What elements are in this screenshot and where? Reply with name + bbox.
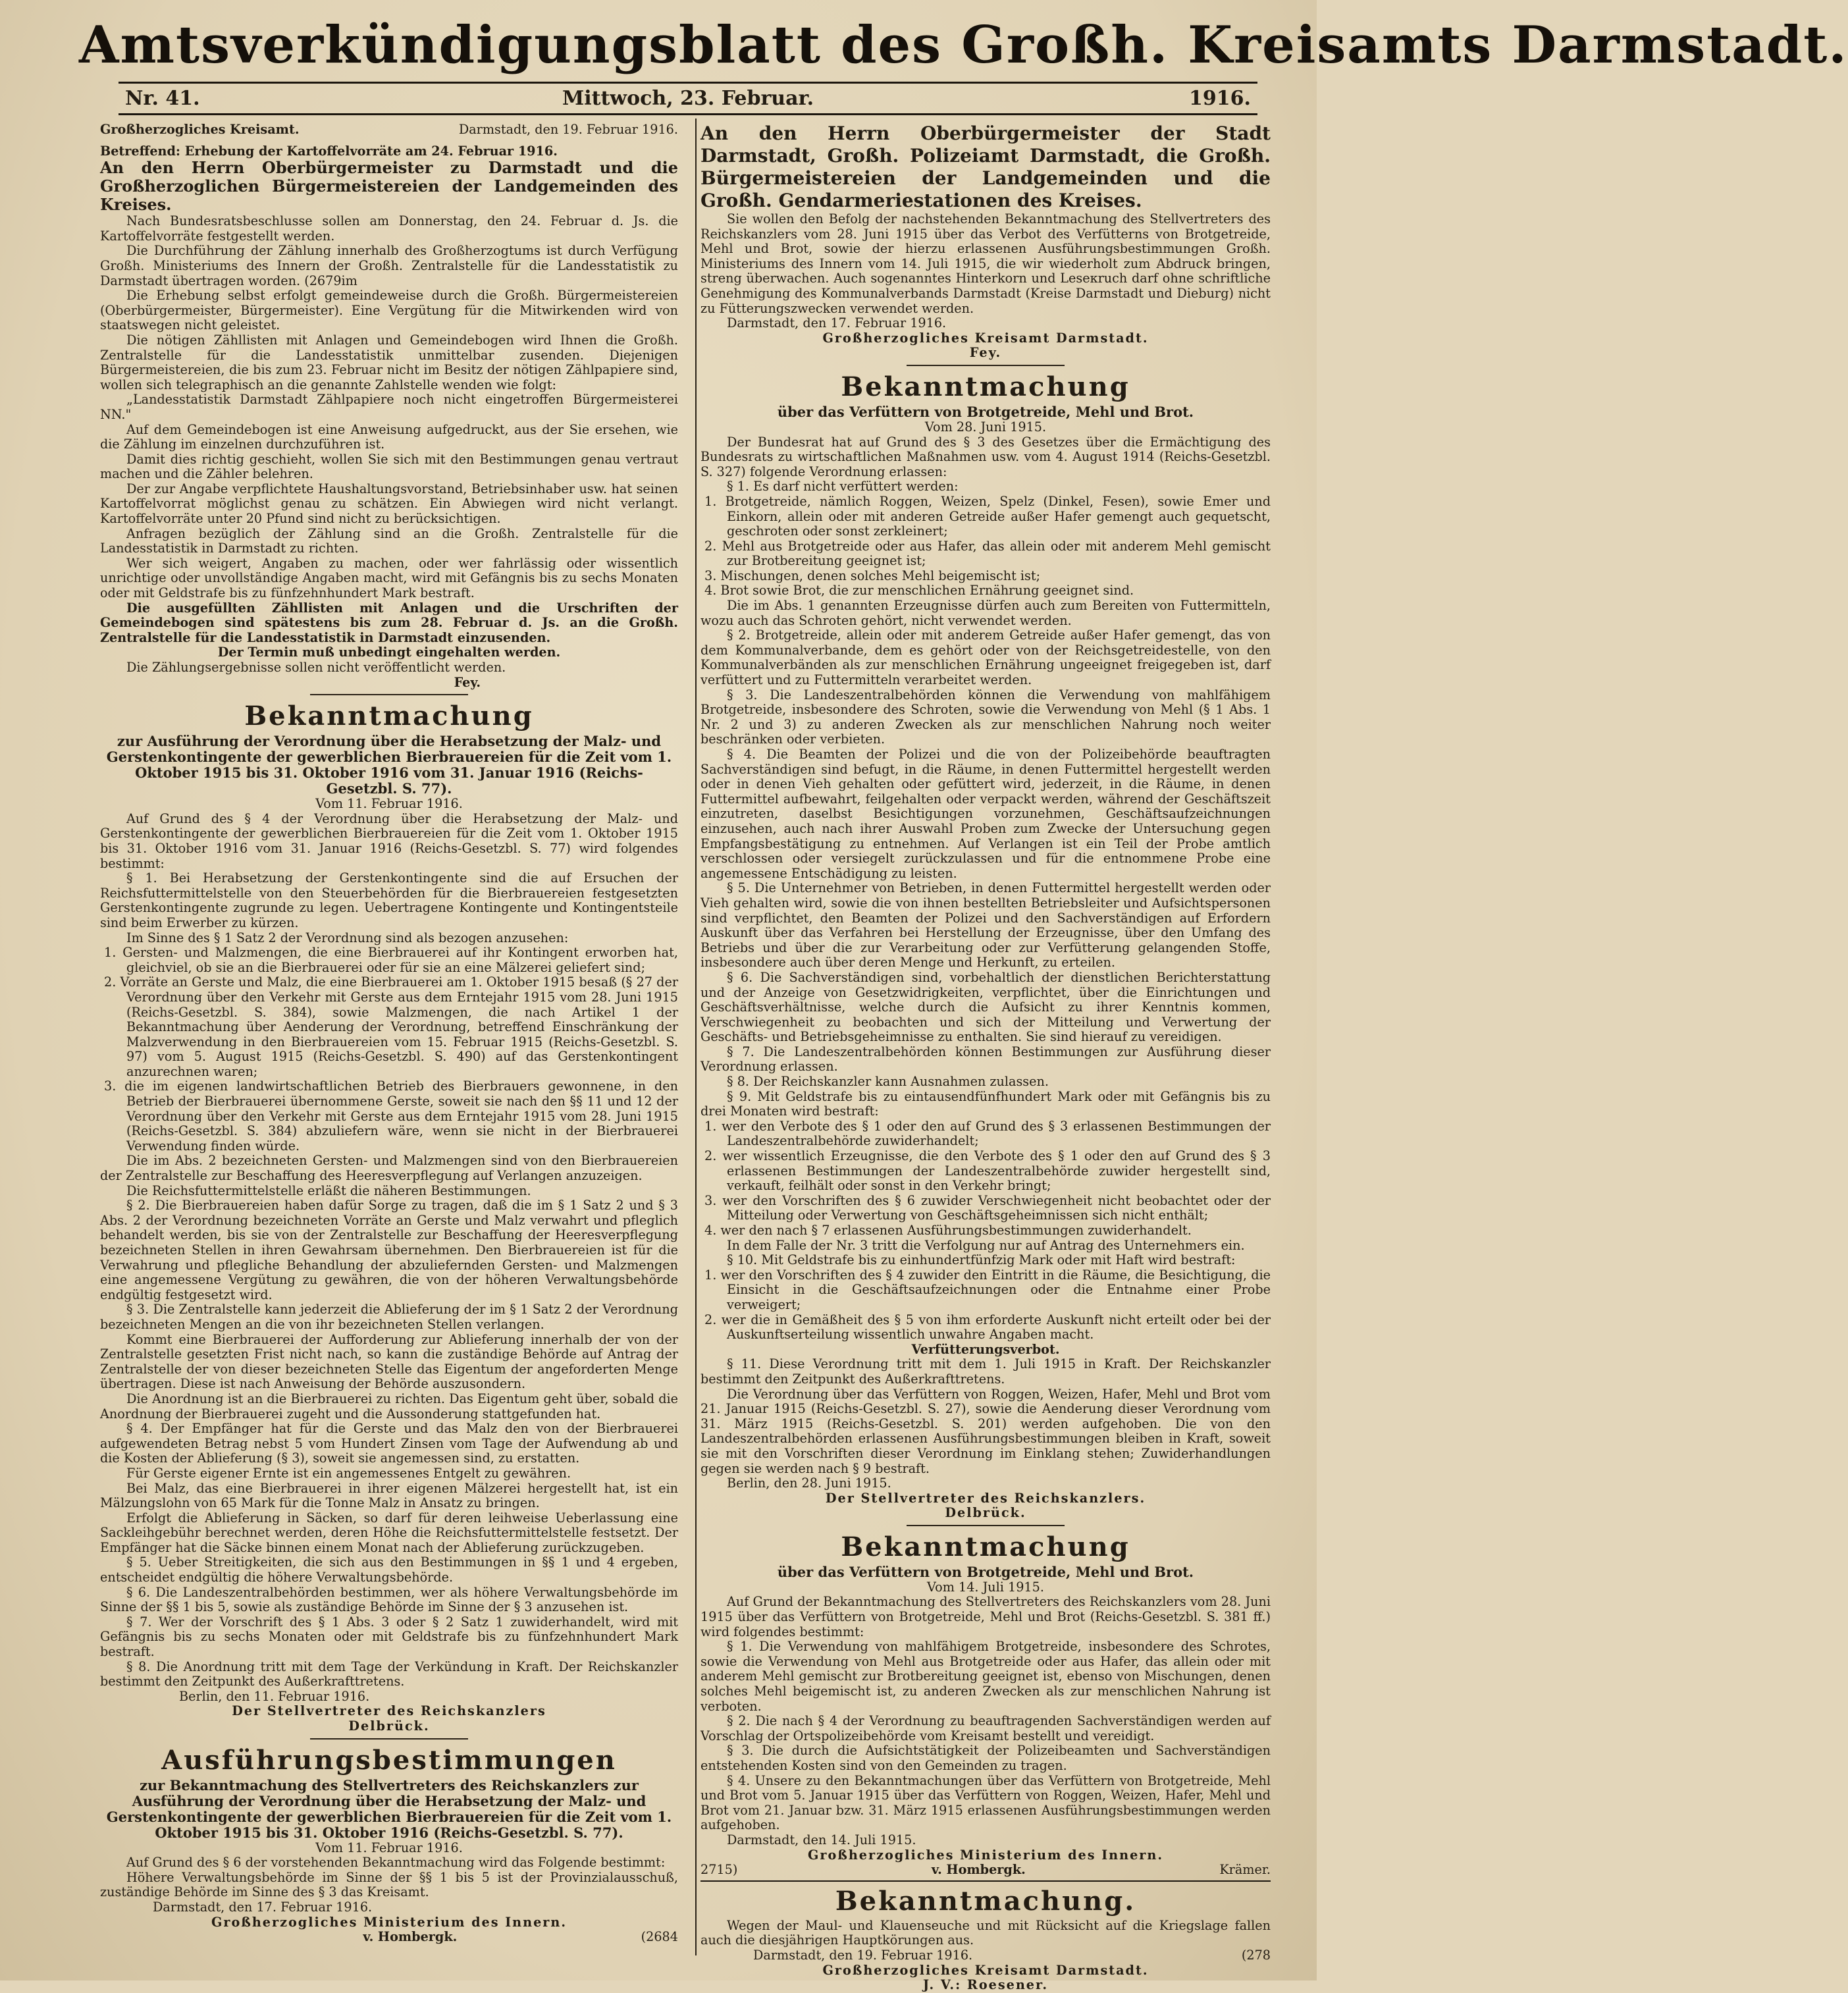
- paragraph: Die Verordnung über das Verfüttern von Roggen, Weizen, Hafer, Mehl und Brot vom 21. Januar 1915 (Reichs-Gesetzbl. S. 27), sowie die Aenderung dieser Verordnung vom 31. März 1915 (Reichs-Gesetzbl. S. 201) werden aufgehoben. Die von den Landeszentralbehörden erlassenen Ausführungsbestimmungen bleiben in Kraft, soweit sie mit den Vorschriften dieser Verordnung im Einklang stehen; Zuwiderhandlungen gegen sie werden nach § 9 bestraft.: [700, 1386, 1271, 1476]
- paragraph: Sie wollen den Befolg der nachstehenden Bekanntmachung des Stellvertreters des Reichskanzlers vom 28. Juni 1915 über das Verbot des Verfütterns von Brotgetreide, Mehl und Brot, sowie der hierzu erlassenen Ausführungsbestimmungen Großh. Ministeriums des Innern vom 14. Juli 1915, die wir wiederholt zum Abdruck bringen, streng überwachen. Auch sogenanntes Hinterkorn und Leseкruch darf ohne schriftliche Genehmigung des Kommunalverbands Darmstadt (Kreise Darmstadt und Dieburg) nicht zu Fütterungszwecken verwendet werden.: [700, 211, 1271, 316]
- paragraph: § 3. Die Zentralstelle kann jederzeit die Ablieferung der im § 1 Satz 2 der Verordnung bezeichneten Mengen an die von ihr bezeichneten Stellen verlangen.: [100, 1302, 678, 1332]
- authority-row: [100, 122, 678, 138]
- paragraph: § 2. Brotgetreide, allein oder mit anderem Getreide außer Hafer gemengt, das von dem Kommunalverbande, dem es gehört oder von der Reichsgetreidestelle, von den Kommunalverbänden als zur menschlichen Ernährung ungeeignet freigegeben ist, darf verfüttert und zu Futtermitteln verarbeitet werden.: [700, 627, 1271, 688]
- signature: v. Hombergk.: [931, 1862, 1026, 1878]
- paragraph: Auf Grund des § 6 der vorstehenden Bekanntmachung wird das Folgende bestimmt:: [126, 1855, 666, 1871]
- signature: Delbrück.: [945, 1505, 1026, 1521]
- list-item: 2. Vorräte an Gerste und Malz, die eine Bierbrauerei am 1. Oktober 1915 besaß (§ 27 der Verordnung über den Verkehr mit Gerste aus dem Erntejahr 1915 vom 28. Juni 1915 (Reichs-Gesetzbl. S. 384), sowie Malzmengen, die nach Artikel 1 der Bekanntmachung über Aenderung der Verordnung, betreffend Einschränkung der Malzverwendung in den Bierbrauereien vom 15. Februar 1915 (Reichs-Gesetzbl. S. 97) vom 5. August 1915 (Reichs-Gesetzbl. S. 490) auf das Gerstenkontingent anzurechnen waren;: [104, 974, 678, 1079]
- paragraph: § 7. Wer der Vorschrift des § 1 Abs. 3 oder § 2 Satz 1 zuwiderhandelt, wird mit Gefängnis bis zu sechs Monaten oder mit Geldstrafe bis zu fünfzehnhundert Mark bestraft.: [100, 1614, 678, 1660]
- signature: Der Stellvertreter des Reichskanzlers.: [825, 1490, 1146, 1506]
- order-number: 2715): [700, 1862, 738, 1878]
- paragraph: Die im Abs. 1 genannten Erzeugnisse dürfen auch zum Bereiten von Futtermitteln, wozu auch das Schroten gehört, nicht verwendet werden.: [700, 598, 1271, 628]
- issue-number: Nr. 41.: [125, 87, 200, 110]
- paragraph: Auf dem Gemeindebogen ist eine Anweisung aufgedruckt, aus der Sie ersehen, wie die Zählung im einzelnen durchzuführen ist.: [100, 421, 678, 452]
- place-date: Berlin, den 28. Juni 1915.: [727, 1475, 891, 1491]
- paragraph: § 4. Unsere zu den Bekanntmachungen über das Verfüttern von Brotgetreide, Mehl und Brot vom 5. Januar 1915 über das Verfüttern von Roggen, Weizen, Hafer, Mehl und Brot vom 21. Januar bzw. 31. März 1915 erlassenen Ausführungsbestimmungen werden aufgehoben.: [700, 1772, 1271, 1833]
- signature: Großherzogliches Kreisamt Darmstadt.: [822, 1962, 1149, 1978]
- signature: Großherzogliches Kreisamt Darmstadt.: [822, 330, 1149, 346]
- paragraph: Höhere Verwaltungsbehörde im Sinne der §§ 1 bis 5 ist der Provinzialausschuß, zuständige Behörde im Sinne des § 3 das Kreisamt.: [100, 1869, 678, 1900]
- paragraph: Die Reichsfuttermittelstelle erläßt die näheren Bestimmungen.: [126, 1183, 531, 1198]
- paragraph: § 8. Die Anordnung tritt mit dem Tage der Verkündung in Kraft. Der Reichskanzler bestimmt den Zeitpunkt des Außerkrafttretens.: [100, 1659, 678, 1689]
- paragraph: In dem Falle der Nr. 3 tritt die Verfolgung nur auf Antrag des Unternehmers ein.: [727, 1237, 1245, 1253]
- paragraph: Die nötigen Zähllisten mit Anlagen und Gemeindebogen wird Ihnen die Großh. Zentralstelle für die Landesstatistik unmittelbar zusenden. Diejenigen Bürgermeistereien, die bis zum 23. Februar nicht im Besitz der nötigen Zählpapiere sind, wollen sich telegraphisch an die genannte Zahlstelle wenden wie folgt:: [100, 332, 678, 392]
- signature-row: [100, 1930, 678, 1945]
- paragraph: Die Zählungsergebnisse sollen nicht veröffentlicht werden.: [126, 660, 506, 675]
- list-item: 1. wer den Verbote des § 1 oder den auf Grund des § 3 erlassenen Bestimmungen der Landeszentralbehörde zuwiderhandelt;: [704, 1118, 1271, 1149]
- paragraph: § 2. Die nach § 4 der Verordnung zu beauftragenden Sachverständigen werden auf Vorschlag der Ortspolizeibehörde vom Kreisamt bestellt und vereidigt.: [700, 1713, 1271, 1743]
- place-date: Berlin, den 11. Februar 1916.: [179, 1688, 370, 1704]
- paragraph: Der Termin muß unbedingt eingehalten werden.: [217, 645, 561, 660]
- divider: [310, 694, 468, 695]
- order-number: (278: [1241, 1947, 1271, 1963]
- place-row: [700, 1948, 1271, 1963]
- paragraph: Wer sich weigert, Angaben zu machen, oder wer fahrlässig oder wissentlich unrichtige oder unvollständige Angaben macht, wird mit Gefängnis bis zu sechs Monaten oder mit Geldstrafe bis zu fünfzehnhundert Mark bestraft.: [100, 555, 678, 601]
- paragraph: § 6. Die Sachverständigen sind, vorbehaltlich der dienstlichen Berichterstattung und der Anzeige von Gesetzwidrigkeiten, verpflichtet, über die Einrichtungen und Geschäftsverhältnisse, welche durch die Aufsicht zu ihrer Kenntnis kommen, Verschwiegenheit zu beobachten und sich der Mitteilung und Verwertung der Geschäfts- und Betriebsgeheimnisse zu enthalten. Sie sind hierauf zu vereidigen.: [700, 969, 1271, 1045]
- signature: v. Hombergk.: [363, 1929, 458, 1945]
- dateline: [119, 86, 1257, 112]
- list-item: 2. wer die in Gemäßheit des § 5 von ihm erforderte Auskunft nicht erteilt oder bei der Auskunftserteilung wissentlich unwahre Angaben macht.: [704, 1312, 1271, 1342]
- announcement-title: Bekanntmachung: [244, 701, 534, 732]
- paragraph: Für Gerste eigener Ernte ist ein angemessenes Entgelt zu gewähren.: [126, 1465, 571, 1481]
- address-heading: An den Herrn Oberbürgermeister zu Darmstadt und die Großherzoglichen Bürgermeistereien der Landgemeinden des Kreises.: [100, 158, 678, 215]
- list-item: 2. Mehl aus Brotgetreide oder aus Hafer, das allein oder mit anderem Mehl gemischt zur Brotbereitung geeignet ist;: [704, 538, 1271, 569]
- paragraph: § 3. Die Landeszentralbehörden können die Verwendung von mahlfähigem Brotgetreide, insbesondere des Schroten, sowie die Verwendung von Mehl (§ 1 Abs. 1 Nr. 2 und 3) zu anderen Zwecken als zur menschlichen Nahrung noch weiter beschränken oder verbieten.: [700, 687, 1271, 747]
- signature-row: [700, 1863, 1271, 1878]
- place-date: Darmstadt, den 19. Februar 1916.: [458, 122, 678, 137]
- paragraph: § 5. Ueber Streitigkeiten, die sich aus den Bestimmungen in §§ 1 und 4 ergeben, entscheidet endgültig die höhere Verwaltungsbehörde.: [100, 1555, 678, 1585]
- paragraph: Die Erhebung selbst erfolgt gemeindeweise durch die Großh. Bürgermeistereien (Oberbürgermeister, Bürgermeister). Eine Vergütung für die Mitwirkenden wird von staatswegen nicht geleistet.: [100, 288, 678, 333]
- divider: [907, 1525, 1065, 1526]
- place-date: Darmstadt, den 19. Februar 1916.: [753, 1947, 973, 1963]
- list-item: 3. Mischungen, denen solches Mehl beigemischt ist;: [704, 568, 1041, 583]
- paragraph: § 6. Die Landeszentralbehörden bestimmen, wer als höhere Verwaltungsbehörde im Sinne der §§ 1 bis 5, sowie als zuständige Behörde im Sinne der § 3 anzusehen ist.: [100, 1584, 678, 1615]
- paragraph: § 1. Die Verwendung von mahlfähigem Brotgetreide, insbesondere des Schrotes, sowie die Verwendung von Mehl aus Brotgetreide oder aus Hafer, das allein oder mit anderem Mehl gemischt zur Brotbereitung geeignet ist, ebenso von Mischungen, denen solches Mehl beigemischt ist, zu anderen Zwecken als zur menschlichen Nahrung ist verboten.: [700, 1639, 1271, 1714]
- place-date: Darmstadt, den 17. Februar 1916.: [727, 315, 947, 331]
- divider: [907, 365, 1065, 366]
- paragraph: Erfolgt die Ablieferung in Säcken, so darf für deren leihweise Ueberlassung eine Sackleihgebühr berechnet werden, deren Höhe die Reichsfuttermittelstelle festsetzt. Der Empfänger hat die Säcke binnen einem Monat nach der Ablieferung zurückzugeben.: [100, 1510, 678, 1555]
- list-item: 1. wer den Vorschriften des § 4 zuwider den Eintritt in die Räume, die Besichtigung, die Einsicht in die Geschäftsaufzeichnungen oder die Entnahme einer Probe verweigert;: [704, 1267, 1271, 1312]
- list-item: 1. Gersten- und Malzmengen, die eine Bierbrauerei auf ihr Kontingent erworben hat, gleichviel, ob sie an die Bierbrauerei oder für sie an eine Mälzerei geliefert sind;: [104, 945, 678, 975]
- announcement-subtitle: zur Bekanntmachung des Stellvertreters des Reichskanzlers zur Ausführung der Verordnung über die Herabsetzung der Malz- und Gerstenkontingente der gewerblichen Bierbrauereien für die Zeit vom 1. Oktober 1915 bis 31. Oktober 1916 (Reichs-Gesetzbl. S. 77).: [106, 1776, 672, 1841]
- subject: Betreffend: Erhebung der Kartoffelvorräte am 24. Februar 1916.: [100, 143, 558, 159]
- announcement-subtitle: zur Ausführung der Verordnung über die Herabsetzung der Malz- und Gerstenkontingente der gewerblichen Bierbrauereien für die Zeit vom 1. Oktober 1915 bis 31. Oktober 1916 vom 31. Januar 1916 (Reichs-Gesetzbl. S. 77).: [106, 733, 672, 797]
- dateline-rule: [119, 113, 1257, 115]
- paragraph: Kommt eine Bierbrauerei der Aufforderung zur Ablieferung innerhalb der von der Zentralstelle gesetzten Frist nicht nach, so kann die zuständige Behörde auf Antrag der Zentralstelle der von dieser bezeichneten Stelle das Eigentum der angeforderten Menge übertragen. Diese ist nach Anweisung der Behörde auszusondern.: [100, 1331, 678, 1392]
- issue-year: 1916.: [1189, 87, 1251, 110]
- signature: Fey.: [454, 674, 481, 690]
- list-item: 2. wer wissentlich Erzeugnisse, die den Verbote des § 1 oder den auf Grund des § 3 erlassenen Bestimmungen der Landeszentralbehörde zuwider hergestellt sind, verkauft, feilhält oder sonst in den Verkehr bringt;: [704, 1148, 1271, 1194]
- announcement-date: Vom 14. Juli 1915.: [927, 1579, 1044, 1595]
- paragraph: § 4. Die Beamten der Polizei und die von der Polizeibehörde beauftragten Sachverständigen sind befugt, in die Räume, in denen Futtermittel hergestellt werden oder in denen Vieh gehalten oder gefüttert wird, jederzeit, in die Räume, in denen Futtermittel aufbewahrt, feilgehalten oder verpackt werden, während der Geschäftszeit einzutreten, daselbst Besichtigungen vorzunehmen, Geschäftsaufzeichnungen einzusehen, auch nach ihrer Auswahl Proben zum Zwecke der Untersuchung gegen Empfangsbestätigung zu entnehmen. Auf Verlangen ist ein Teil der Probe amtlich verschlossen oder versiegelt zurückzulassen und für die entnommene Probe eine angemessene Entschädigung zu leisten.: [700, 747, 1271, 881]
- signature: Großherzogliches Ministerium des Innern.: [807, 1847, 1164, 1863]
- paragraph: Der zur Angabe verpflichtete Haushaltungsvorstand, Betriebsinhaber usw. hat seinen Kartoffelvorrat möglichst genau zu schätzen. Ein Abwiegen wird nicht verlangt. Kartoffelvorräte unter 20 Pfund sind nicht zu berücksichtigen.: [100, 481, 678, 527]
- paragraph: Nach Bundesratsbeschlusse sollen am Donnerstag, den 24. Februar d. Js. die Kartoffelvorräte festgestellt werden.: [100, 213, 678, 244]
- paragraph: Damit dies richtig geschieht, wollen Sie sich mit den Bestimmungen genau vertraut machen und die Zähler belehren.: [100, 451, 678, 482]
- announcement-date: Vom 28. Juni 1915.: [924, 419, 1047, 435]
- masthead-rule: [119, 82, 1257, 84]
- paragraph: § 3. Die durch die Aufsichtstätigkeit der Polizeibeamten und Sachverständigen entstehenden Kosten sind von den Gemeinden zu tragen.: [700, 1743, 1271, 1773]
- paragraph: Die im Abs. 2 bezeichneten Gersten- und Malzmengen sind von den Bierbrauereien der Zentralstelle zur Beschaffung des Heeresverpflegung auf Verlangen anzuzeigen.: [100, 1153, 678, 1184]
- paragraph: § 8. Der Reichskanzler kann Ausnahmen zulassen.: [727, 1074, 1049, 1090]
- announcement-title: Ausführungsbestimmungen: [161, 1744, 617, 1776]
- announcement-title: Bekanntmachung: [841, 371, 1130, 402]
- place-date: Darmstadt, den 17. Februar 1916.: [153, 1899, 373, 1915]
- paragraph: § 10. Mit Geldstrafe bis zu einhundertfünfzig Mark oder mit Haft wird bestraft:: [727, 1252, 1236, 1268]
- paragraph: § 1. Es darf nicht verfüttert werden:: [727, 479, 959, 494]
- announcement-subtitle: über das Verfüttern von Brotgetreide, Mehl und Brot.: [777, 1563, 1194, 1580]
- paragraph: Auf Grund der Bekanntmachung des Stellvertreters des Reichskanzlers vom 28. Juni 1915 über das Verfüttern von Brotgetreide, Mehl und Brot (Reichs-Gesetzbl. S. 381 ff.) wird folgendes bestimmt:: [700, 1594, 1271, 1639]
- column-separator: [695, 119, 697, 1955]
- signature: Der Stellvertreter des Reichskanzlers: [232, 1703, 546, 1719]
- paragraph: Wegen der Maul- und Klauenseuche und mit Rücksicht auf die Kriegslage fallen auch die diesjährigen Hauptkörungen aus.: [700, 1917, 1271, 1948]
- announcement-date: Vom 11. Februar 1916.: [315, 796, 463, 812]
- signature: Fey.: [969, 345, 1002, 361]
- paragraph: Der Bundesrat hat auf Grund des § 3 des Gesetzes über die Ermächtigung des Bundesrats zu wirtschaftlichen Maßnahmen usw. vom 4. August 1914 (Reichs-Gesetzbl. S. 327) folgende Verordnung erlassen:: [700, 434, 1271, 479]
- paragraph: Anfragen bezüglich der Zählung sind an die Großh. Zentralstelle für die Landesstatistik in Darmstadt zu richten.: [100, 525, 678, 556]
- paragraph: Auf Grund des § 4 der Verordnung über die Herabsetzung der Malz- und Gerstenkontingente der gewerblichen Bierbrauereien für die Zeit vom 1. Oktober 1915 bis 31. Oktober 1916 vom 31. Januar 1916 (Reichs-Gesetzbl. S. 77) wird folgendes bestimmt:: [100, 810, 678, 871]
- paragraph: § 11. Diese Verordnung tritt mit dem 1. Juli 1915 in Kraft. Der Reichskanzler bestimmt den Zeitpunkt des Außerkrafttretens.: [700, 1356, 1271, 1387]
- announcement-date: Vom 11. Februar 1916.: [315, 1840, 463, 1855]
- signature: Großherzogliches Ministerium des Innern.: [211, 1914, 568, 1930]
- paragraph: § 5. Die Unternehmer von Betrieben, in denen Futtermittel hergestellt werden oder Vieh gehalten wird, sowie die von ihnen bestellten Betriebsleiter und Aufsichtspersonen sind verpflichtet, den Beamten der Polizei und den Sachverständigen auf Erfordern Auskunft über das Verfahren bei Herstellung der Erzeugnisse, über den Umfang des Betriebs und über die zur Verarbeitung oder zur Verfütterung gelangenden Stoffe, insbesondere auch über deren Menge und Herkunft, zu erteilen.: [700, 880, 1271, 970]
- order-number: (2684: [641, 1929, 678, 1945]
- list-item: 3. die im eigenen landwirtschaftlichen Betrieb des Bierbrauers gewonnene, in den Betrieb der Bierbrauerei übernommene Gerste, soweit sie nach den §§ 11 und 12 der Verordnung über den Verkehr mit Gerste aus dem Erntejahr 1915 vom 28. Juni 1915 (Reichs-Gesetzbl. S. 384) abzuliefern wäre, wenn sie nicht in der Bierbrauerei Verwendung finden würde.: [104, 1078, 678, 1154]
- announcement-subtitle: über das Verfüttern von Brotgetreide, Mehl und Brot.: [777, 403, 1194, 420]
- paragraph: Im Sinne des § 1 Satz 2 der Verordnung sind als bezogen anzusehen:: [126, 930, 569, 945]
- list-item: 3. wer den Vorschriften des § 6 zuwider Verschwiegenheit nicht beobachtet oder der Mitteilung oder Verwertung von Geschäftsgeheimnissen sich nicht enthält;: [704, 1192, 1271, 1223]
- paragraph: Die Anordnung ist an die Bierbrauerei zu richten. Das Eigentum geht über, sobald die Anordnung der Bierbrauerei zugeht und die Aussonderung stattgefunden hat.: [100, 1391, 678, 1422]
- list-item: 1. Brotgetreide, nämlich Roggen, Weizen, Spelz (Dinkel, Fesen), sowie Emer und Einkorn, allein oder mit anderen Getreide außer Hafer gemengt auch gequetscht, geschroten oder sonst zerkleinert;: [704, 493, 1271, 539]
- paragraph: § 9. Mit Geldstrafe bis zu eintausendfünfhundert Mark oder mit Gefängnis bis zu drei Monaten wird bestraft:: [700, 1088, 1271, 1119]
- announcement-title: Bekanntmachung.: [835, 1885, 1136, 1917]
- masthead: Amtsverkündigungsblatt des Großh. Kreisamts Darmstadt.: [79, 15, 1848, 75]
- signature: Krämer.: [1219, 1862, 1271, 1878]
- paragraph: Die Durchführung der Zählung innerhalb des Großherzogtums ist durch Verfügung Großh. Ministeriums des Innern der Großh. Zentralstelle für die Landesstatistik zu Darmstadt übertragen worden. (2679im: [100, 243, 678, 288]
- address-heading: An den Herrn Oberbürgermeister der Stadt Darmstadt, Großh. Polizeiamt Darmstadt, die Großh. Bürgermeistereien der Landgemeinden und die Großh. Gendarmeriestationen des Kreises.: [700, 122, 1271, 211]
- left-column: [100, 122, 678, 1959]
- place-date: Darmstadt, den 14. Juli 1915.: [727, 1832, 916, 1847]
- paragraph: § 1. Bei Herabsetzung der Gerstenkontingente sind die auf Ersuchen der Reichsfuttermittelstelle von den Steuerbehörden für die Bierbrauereien festgesetzten Gerstenkontingente zugrunde zu legen. Uebertragene Kontingente und Kontingentsteile sind beim Erwerber zu kürzen.: [100, 870, 678, 930]
- paragraph: § 4. Der Empfänger hat für die Gerste und das Malz den von der Bierbrauerei aufgewendeten Betrag nebst 5 vom Hundert Zinsen vom Tage der Aufwendung ab und die Kosten der Ablieferung (§ 3), soweit sie angemessen sind, zu erstatten.: [100, 1421, 678, 1466]
- issue-date: Mittwoch, 23. Februar.: [562, 87, 814, 110]
- paragraph: § 7. Die Landeszentralbehörden können Bestimmungen zur Ausführung dieser Verordnung erlassen.: [700, 1044, 1271, 1075]
- authority: Großherzogliches Kreisamt.: [100, 122, 300, 137]
- list-item: 4. wer den nach § 7 erlassenen Ausführungsbestimmungen zuwiderhandelt.: [704, 1223, 1192, 1238]
- paragraph: Die ausgefüllten Zähllisten mit Anlagen und die Urschriften der Gemeindebogen sind spätestens bis zum 28. Februar d. Js. an die Großh. Zentralstelle für die Landesstatistik in Darmstadt einzusenden.: [100, 600, 678, 645]
- signature: Delbrück.: [348, 1718, 430, 1734]
- divider: [700, 1880, 1271, 1882]
- paragraph: „Landesstatistik Darmstadt Zählpapiere noch nicht eingetroffen Bürgermeisterei NN.": [100, 392, 678, 422]
- paragraph: § 2. Die Bierbrauereien haben dafür Sorge zu tragen, daß die im § 1 Satz 2 und § 3 Abs. 2 der Verordnung bezeichneten Vorräte an Gerste und Malz verwahrt und pfleglich behandelt werden, bis sie von der Zentralstelle zur Beschaffung der Heeresverpflegung bezeichneten Stellen in ihren Gewahrsam übernehmen. Den Bierbrauereien ist für die Verwahrung und pflegliche Behandlung der abzuliefernden Gersten- und Malzmengen eine angemessene Vergütung zu gewähren, die von der höheren Verwaltungsbehörde endgültig festgesetzt wird.: [100, 1198, 678, 1302]
- list-item: 4. Brot sowie Brot, die zur menschlichen Ernährung geeignet sind.: [704, 583, 1134, 598]
- signature: J. V.: Roesener.: [922, 1977, 1049, 1993]
- paragraph: Bei Malz, das eine Bierbrauerei in ihrer eigenen Mälzerei hergestellt hat, ist ein Mälzungslohn von 65 Mark für die Tonne Malz in Ansatz zu bringen.: [100, 1480, 678, 1511]
- paragraph: Verfütterungsverbot.: [911, 1341, 1060, 1357]
- announcement-title: Bekanntmachung: [841, 1531, 1130, 1562]
- right-column: [700, 122, 1271, 1993]
- divider: [310, 1738, 468, 1740]
